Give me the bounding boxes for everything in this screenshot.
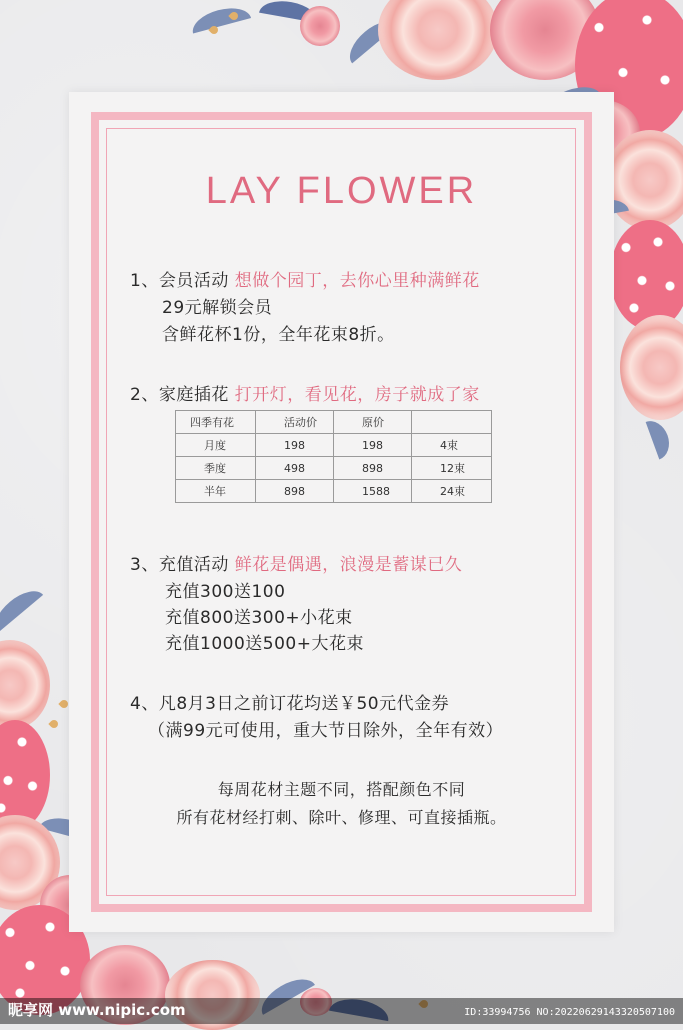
section-1-slogan: 想做个园丁，去你心里种满鲜花 (234, 271, 480, 291)
section-1-line-1: 29元解锁会员 (162, 298, 273, 318)
section-3-line-1: 充值300送100 (165, 582, 286, 602)
section-3-line-3: 充值1000送500+大花束 (165, 634, 364, 654)
watermark-bar (0, 998, 683, 1024)
table-row (176, 480, 492, 503)
table-cell: 半年 (176, 480, 256, 503)
section-2-slogan: 打开灯，看见花，房子就成了家 (234, 385, 480, 405)
table-header-row (176, 411, 492, 434)
table-header-cell: 四季有花 (176, 411, 256, 434)
section-2-heading: 2、家庭插花 (130, 385, 229, 405)
table-cell: 1588 (334, 480, 412, 503)
table-cell: 498 (256, 457, 334, 480)
table-cell: 198 (334, 434, 412, 457)
section-3-line-2: 充值800送300+小花束 (165, 608, 353, 628)
section-2-heading-line (130, 380, 480, 405)
table-cell: 季度 (176, 457, 256, 480)
table-cell: 月度 (176, 434, 256, 457)
section-4-line-2: （满99元可使用，重大节日除外，全年有效） (148, 721, 504, 741)
section-1-heading: 1、会员活动 (130, 271, 229, 291)
section-4-line-1: 4、凡8月3日之前订花均送￥50元代金券 (130, 694, 450, 714)
poster-title: LAY FLOWER (205, 170, 478, 212)
table-cell: 12束 (412, 457, 492, 480)
section-1-heading-line (130, 266, 480, 291)
table-header-cell: 活动价 (256, 411, 334, 434)
table-cell: 4束 (412, 434, 492, 457)
note-line-1: 每周花材主题不同，搭配颜色不同 (217, 780, 466, 799)
watermark-id: ID:33994756 NO:20220629143320507100 (464, 1007, 675, 1018)
table-cell: 898 (334, 457, 412, 480)
price-table (175, 410, 492, 503)
section-3-heading: 3、充值活动 (130, 555, 229, 575)
table-cell: 198 (256, 434, 334, 457)
section-3-heading-line (130, 550, 462, 575)
table-row (176, 457, 492, 480)
table-cell: 24束 (412, 480, 492, 503)
table-row (176, 434, 492, 457)
note-line-2: 所有花材经打刺、除叶、修理、可直接插瓶。 (176, 808, 507, 827)
table-cell: 898 (256, 480, 334, 503)
watermark-logo: 昵享网 www.nipic.com (8, 1001, 186, 1019)
table-header-cell: 原价 (334, 411, 412, 434)
table-header-cell (412, 411, 492, 434)
section-3-slogan: 鲜花是偶遇，浪漫是蓄谋已久 (234, 555, 463, 575)
section-1-line-2: 含鲜花杯1份，全年花束8折。 (162, 325, 395, 345)
